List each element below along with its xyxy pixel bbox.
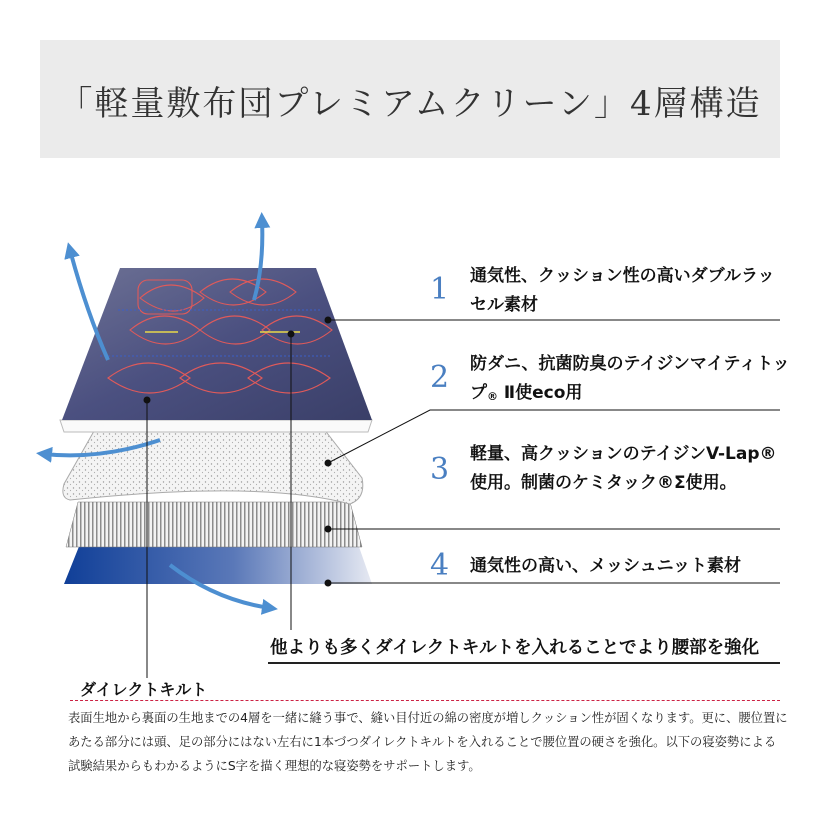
layer-label-2-main: 防ダニ、抗菌防臭のテイジンマイティトップ xyxy=(470,354,790,403)
highlight-underline xyxy=(268,662,780,664)
thin-layer xyxy=(60,420,372,432)
layer-label-2 xyxy=(470,350,790,411)
mesh-layer xyxy=(64,544,372,584)
layer-label-2-tail: Ⅱ使eco用 xyxy=(498,383,583,403)
layer-label-4: 通気性の高い、メッシュニット素材 xyxy=(470,556,741,576)
layer-number-3: 3 xyxy=(430,452,450,487)
wadding-layer xyxy=(63,424,363,504)
page-title: 「軽量敷布団プレミアムクリーン」4層構造 xyxy=(58,84,762,124)
striped-layer xyxy=(66,502,362,547)
layer-label-3: 軽量、高クッションのテイジンV-Lap®使用。制菌のケミタック®Σ使用。 xyxy=(470,444,777,493)
highlight-caption: 他よりも多くダイレクトキルトを入れることでより腰部を強化 xyxy=(270,638,760,658)
layer-number-4: 4 xyxy=(430,548,450,583)
registered-mark: ® xyxy=(487,390,498,403)
dashed-divider xyxy=(70,700,780,701)
layer-number-2: 2 xyxy=(430,360,450,395)
top-fabric-layer xyxy=(62,268,372,420)
direct-quilt-label: ダイレクトキルト xyxy=(80,680,208,699)
layer-label-1: 通気性、クッション性の高いダブルラッセル素材 xyxy=(470,266,775,315)
layer-number-1: 1 xyxy=(430,272,450,307)
description-text: 表面生地から裏面の生地までの4層を一緒に縫う事で、縫い目付近の綿の密度が増しクッション性が固くなります。更に、腰位置にあたる部分には頭、足の部分にはない左右に1本づつダイレクトキルトを入れることで腰位置の硬さを強化。以下の寝姿勢による試験結果からもわかるようにS字を描く理想的な寝姿勢をサポートします。 xyxy=(68,711,788,773)
